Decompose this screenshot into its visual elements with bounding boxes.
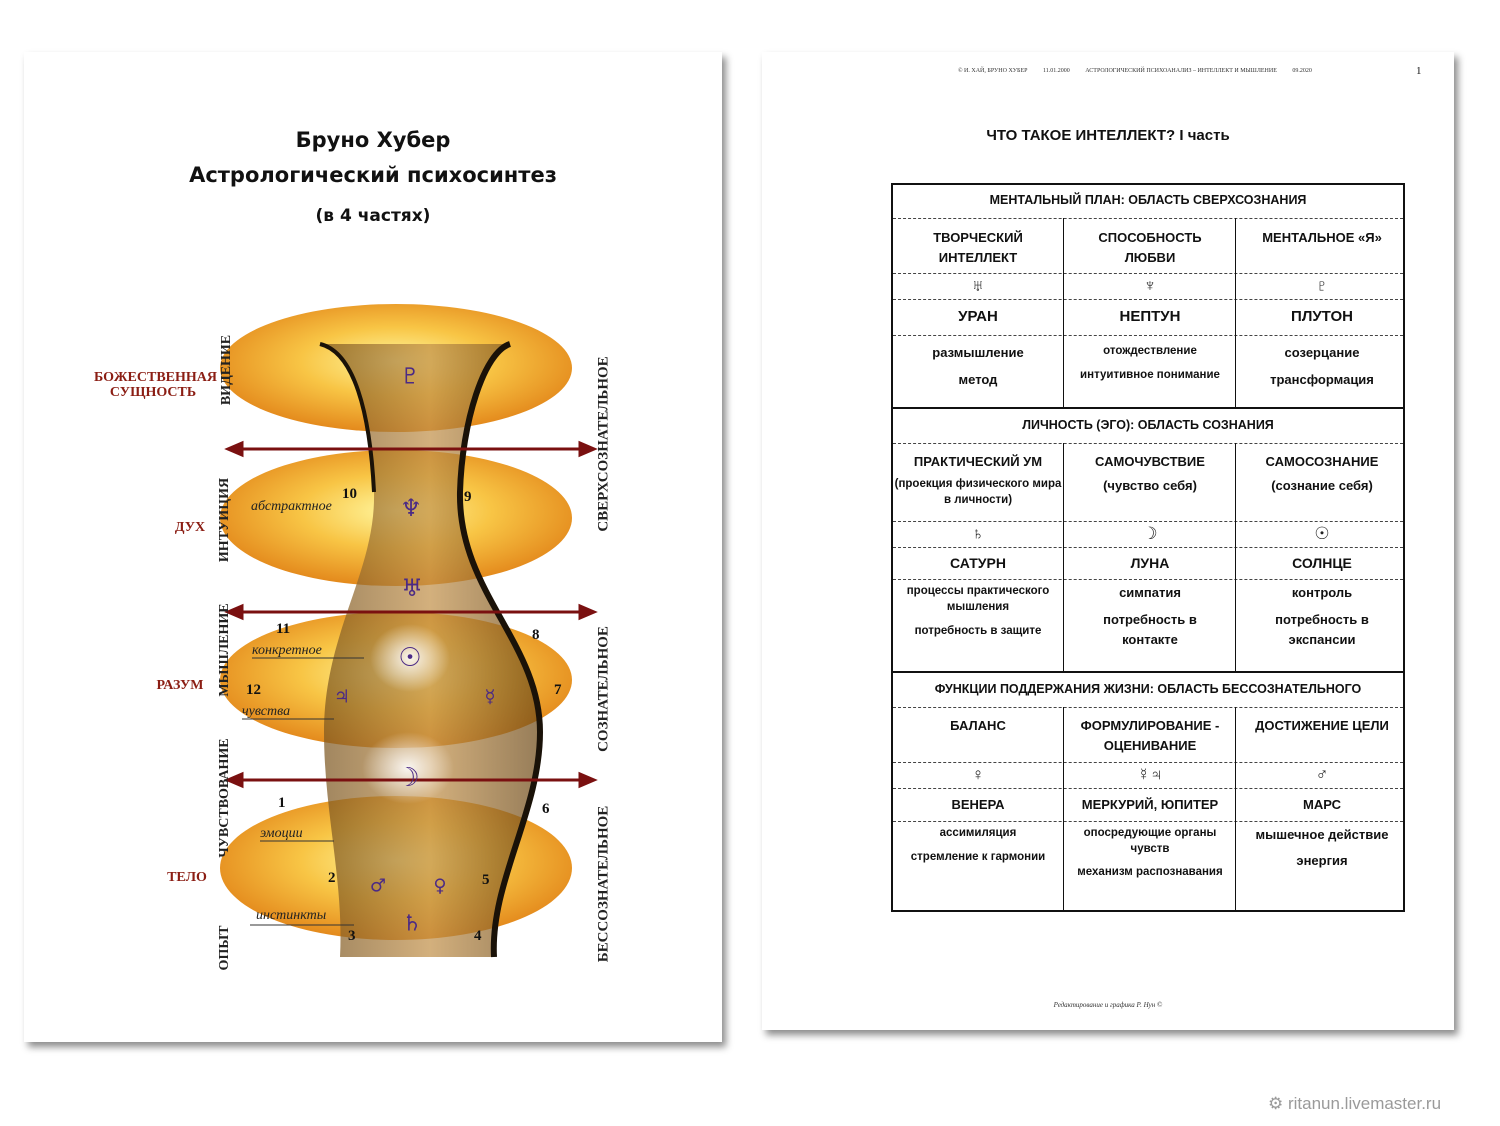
sun-icon: ☉ xyxy=(398,643,422,673)
book-parts: (в 4 частях) xyxy=(315,206,431,226)
page-footer: Редактирование и графика Р. Нун © xyxy=(1053,1001,1163,1009)
level-label-divine: БОЖЕСТВЕННАЯ СУЩНОСТЬ xyxy=(94,370,218,400)
table-cell: ПРАКТИЧЕСКИЙ УМ (проекция физического мира в личности) xyxy=(894,454,1062,506)
saturn-icon: ♄ xyxy=(971,524,985,543)
mars-icon: ♂ xyxy=(369,875,387,897)
gear-icon: ⚙ xyxy=(1268,1094,1284,1113)
function-label-intuition: ИНТУИЦИЯ xyxy=(217,477,232,563)
function-label-experience: ОПЫТ xyxy=(217,925,232,971)
function-label-thinking: МЫШЛЕНИЕ xyxy=(217,603,232,697)
page-title: ЧТО ТАКОЕ ИНТЕЛЛЕКТ? I часть xyxy=(986,127,1230,144)
author-name: Бруно Хубер xyxy=(295,128,451,152)
house-number: 6 xyxy=(542,801,550,817)
planet-name: ЛУНА xyxy=(1130,555,1170,571)
table-cell: размышление метод xyxy=(932,345,1024,387)
intellect-table xyxy=(891,183,1405,912)
house-number: 5 xyxy=(482,872,490,888)
header-date: 11.01.2000 xyxy=(1042,68,1070,74)
book-title: Астрологический психосинтез xyxy=(189,163,557,187)
header-subject: АСТРОЛОГИЧЕСКИЙ ПСИХОАНАЛИЗ – ИНТЕЛЛЕКТ И МЫШЛЕНИЕ xyxy=(1085,68,1277,74)
header-copyright: © И. ХАЙ, БРУНО ХУБЕР xyxy=(958,68,1028,74)
running-header xyxy=(958,68,1326,74)
table-cell: САМОЧУВСТВИЕ (чувство себя) xyxy=(1095,454,1205,493)
sun-icon: ☉ xyxy=(1314,524,1330,543)
pluto-icon: ♇ xyxy=(1315,276,1329,295)
planet-name: САТУРН xyxy=(950,555,1006,571)
planet-name: НЕПТУН xyxy=(1119,308,1181,325)
planet-name: МАРС xyxy=(1303,797,1341,812)
annotation-feelings: чувства xyxy=(242,704,291,719)
watermark xyxy=(1268,1094,1441,1114)
consciousness-label-conscious: СОЗНАТЕЛЬНОЕ xyxy=(595,626,612,752)
house-number: 11 xyxy=(276,621,291,637)
level-label-body: ТЕЛО xyxy=(167,870,207,885)
table-cell: ТВОРЧЕСКИЙ ИНТЕЛЛЕКТ xyxy=(933,230,1023,265)
house-number: 3 xyxy=(348,928,356,944)
house-number: 8 xyxy=(532,627,540,643)
moon-icon: ☽ xyxy=(396,763,420,793)
table-cell: ассимиляция стремление к гармонии xyxy=(910,827,1046,863)
table-cell: отождествление интуитивное понимание xyxy=(1080,345,1220,381)
header-edition: 09.2020 xyxy=(1292,68,1312,74)
table-cell: симпатия потребность в контакте xyxy=(1103,585,1197,647)
house-number: 9 xyxy=(464,489,472,505)
house-number: 1 xyxy=(278,795,286,811)
uranus-icon: ♅ xyxy=(971,276,985,295)
table-cell: БАЛАНС xyxy=(950,718,1006,733)
annotation-instincts: инстинкты xyxy=(256,908,327,923)
section-heading: ЛИЧНОСТЬ (ЭГО): ОБЛАСТЬ СОЗНАНИЯ xyxy=(1022,418,1274,432)
annotation-emotions: эмоции xyxy=(260,826,303,841)
document-page xyxy=(762,52,1454,1030)
annotation-abstract: абстрактное xyxy=(251,499,332,514)
book-cover-page xyxy=(24,52,722,1042)
table-cell: МЕНТАЛЬНОЕ «Я» xyxy=(1262,230,1382,245)
venus-icon: ♀ xyxy=(433,875,447,897)
level-label-spirit: ДУХ xyxy=(174,520,206,535)
table-cell: контроль потребность в экспансии xyxy=(1275,585,1369,647)
mars-icon: ♂ xyxy=(1315,765,1329,784)
house-number: 7 xyxy=(554,682,562,698)
table-cell: процессы практического мышления потребность в защите xyxy=(906,585,1050,637)
house-number: 10 xyxy=(342,486,357,502)
saturn-icon: ♄ xyxy=(402,911,422,937)
level-label-mind: РАЗУМ xyxy=(156,678,204,693)
consciousness-label-super: СВЕРХСОЗНАТЕЛЬНОЕ xyxy=(595,356,612,532)
uranus-icon: ♅ xyxy=(401,574,423,602)
neptune-icon: ♆ xyxy=(400,494,422,522)
planet-name: МЕРКУРИЙ, ЮПИТЕР xyxy=(1081,797,1219,812)
house-number: 12 xyxy=(246,682,261,698)
function-label-feeling: ЧУВСТВОВАНИЕ xyxy=(217,738,232,858)
table-cell: САМОСОЗНАНИЕ (сознание себя) xyxy=(1265,454,1379,493)
section-heading: ФУНКЦИИ ПОДДЕРЖАНИЯ ЖИЗНИ: ОБЛАСТЬ БЕССОЗНАТЕЛЬНОГО xyxy=(934,682,1362,696)
table-cell: ДОСТИЖЕНИЕ ЦЕЛИ xyxy=(1255,718,1389,733)
planet-name: ВЕНЕРА xyxy=(951,797,1005,812)
table-cell: созерцание трансформация xyxy=(1270,345,1374,387)
section-heading: МЕНТАЛЬНЫЙ ПЛАН: ОБЛАСТЬ СВЕРХСОЗНАНИЯ xyxy=(989,193,1307,207)
neptune-icon: ♆ xyxy=(1143,276,1157,295)
planet-name: УРАН xyxy=(958,308,998,325)
mercury-icon: ☿ xyxy=(484,686,496,708)
house-number: 4 xyxy=(474,928,482,944)
table-cell: мышечное действие энергия xyxy=(1255,827,1389,868)
planet-name: СОЛНЦЕ xyxy=(1292,555,1352,571)
consciousness-label-unconscious: БЕССОЗНАТЕЛЬНОЕ xyxy=(595,805,612,963)
venus-icon: ♀ xyxy=(971,765,985,784)
annotation-concrete: конкретное xyxy=(252,643,322,658)
table-cell: СПОСОБНОСТЬ ЛЮБВИ xyxy=(1098,230,1202,265)
pluto-icon: ♇ xyxy=(400,364,420,390)
house-number: 2 xyxy=(328,870,336,886)
jupiter-icon: ♃ xyxy=(333,686,351,708)
moon-icon: ☽ xyxy=(1142,524,1158,543)
planet-name: ПЛУТОН xyxy=(1291,308,1353,325)
mercury-jupiter-icon: ☿♃ xyxy=(1137,765,1163,784)
table-cell: ФОРМУЛИРОВАНИЕ - ОЦЕНИВАНИЕ xyxy=(1080,718,1220,753)
function-label-vision: ВИДЕНИЕ xyxy=(219,334,234,406)
watermark-text: ritanun.livemaster.ru xyxy=(1287,1094,1442,1113)
page-number: 1 xyxy=(1416,65,1422,77)
table-cell: опосредующие органы чувств механизм распознавания xyxy=(1077,827,1223,878)
